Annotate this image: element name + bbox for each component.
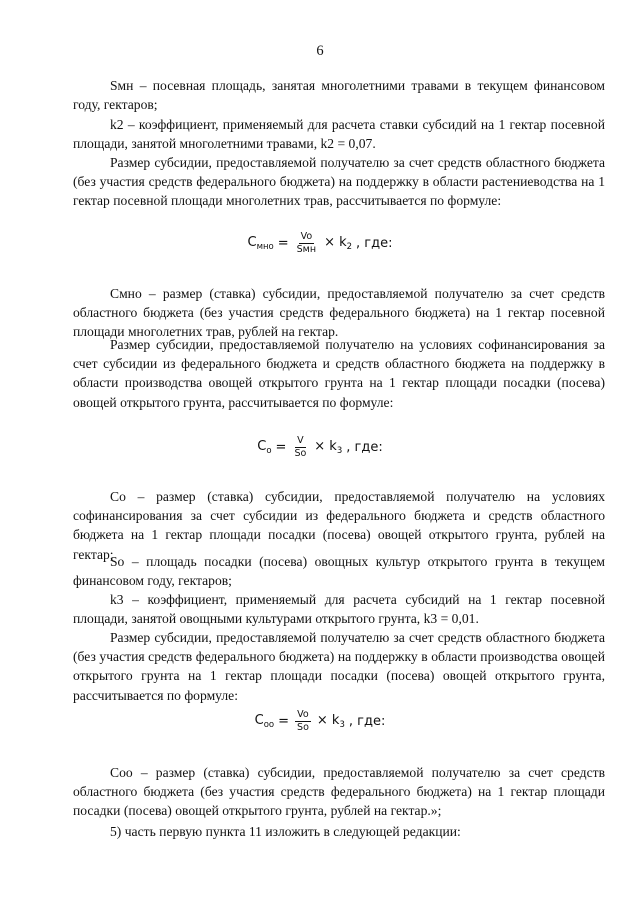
formula-equals: = bbox=[278, 714, 290, 729]
formula-lhs: C bbox=[254, 713, 264, 728]
formula-tail: , где: bbox=[348, 714, 386, 729]
formula-fraction bbox=[295, 232, 318, 255]
formula-c-mno bbox=[0, 232, 640, 255]
formula-k-subscript: 3 bbox=[336, 446, 343, 456]
paragraph-item-5: 5) часть первую пункта 11 изложить в следующей редакции: bbox=[110, 824, 461, 839]
formula-fraction bbox=[295, 710, 311, 733]
paragraph-smn-definition: Sмн – посевная площадь, занятая многолетними травами в текущем финансовом году, гектаров; bbox=[73, 78, 605, 113]
formula-fraction bbox=[292, 436, 308, 459]
formula-operator: × k bbox=[324, 235, 347, 250]
formula-lhs-subscript: оо bbox=[263, 720, 275, 730]
formula-tail: , где: bbox=[356, 236, 393, 251]
paragraph-k3-definition: k3 – коэффициент, применяемый для расчета субсидий на 1 гектар посевной площади, занятой овощными культурами открытого грунта, k3 = 0,01. bbox=[73, 592, 605, 627]
formula-c-o bbox=[0, 436, 640, 459]
paragraph-o-intro: Размер субсидии, предоставляемой получателю на условиях софинансирования за счет субсидии из федерального бюджета и средств областного бюджета на поддержку в области производства овощей открытого грунта на 1 гектар площади посадки (посева) овощей открытого грунта, рассчитывается по формуле: bbox=[73, 337, 605, 410]
formula-k-subscript: 3 bbox=[339, 720, 345, 730]
formula-operator: × k bbox=[316, 713, 340, 728]
page-number: 6 bbox=[316, 43, 324, 59]
formula-lhs: C bbox=[247, 235, 257, 250]
formula-k-subscript: 2 bbox=[346, 242, 353, 252]
paragraph-oo-intro: Размер субсидии, предоставляемой получателю за счет средств областного бюджета (без участия средств федерального бюджета) на поддержку в области производства овощей открытого грунта на 1 гектар площади посадки (посева) овощей открытого грунта, рассчитывается по формуле: bbox=[73, 630, 605, 703]
formula-denominator: Sо bbox=[294, 448, 307, 459]
formula-tail: , где: bbox=[346, 440, 383, 455]
formula-equals: = bbox=[275, 440, 287, 455]
paragraph-oo-definition: Cоо – размер (ставка) субсидии, предоставляемой получателю за счет средств областного бюджета (без участия средств федерального бюджета) на 1 гектар площади посадки (посева) овощей открытого грунта, рублей на гектар.»; bbox=[73, 765, 605, 819]
formula-denominator: Sмн bbox=[296, 244, 317, 255]
formula-lhs-subscript: о bbox=[266, 446, 272, 456]
formula-denominator: Sо bbox=[297, 722, 309, 733]
formula-numerator: Vo bbox=[300, 231, 313, 242]
paragraph-so-definition: Sо – площадь посадки (посева) овощных культур открытого грунта в текущем финансовом году, гектаров; bbox=[73, 554, 605, 589]
formula-numerator: V bbox=[297, 435, 304, 446]
formula-lhs-subscript: мно bbox=[256, 242, 274, 252]
formula-c-oo bbox=[0, 710, 640, 733]
formula-lhs: C bbox=[257, 439, 267, 454]
paragraph-mno-definition: Cмно – размер (ставка) субсидии, предоставляемой получателю за счет средств областного бюджета (без участия средств федерального бюджета) на 1 гектар посевной площади многолетних трав, рублей на гектар. bbox=[73, 286, 605, 340]
paragraph-o-definition: Cо – размер (ставка) субсидии, предоставляемой получателю на условиях софинансирования за счет субсидии из федерального бюджета и средств областного бюджета на 1 гектар площади посадки (посева) овощей открытого грунта, рублей на гектар; bbox=[73, 489, 605, 562]
paragraph-k2-definition: k2 – коэффициент, применяемый для расчета ставки субсидий на 1 гектар посевной площади, занятой многолетними травами, k2 = 0,07. bbox=[73, 117, 605, 152]
formula-equals: = bbox=[277, 236, 289, 251]
formula-operator: × k bbox=[314, 439, 337, 454]
formula-numerator: Vo bbox=[297, 709, 309, 720]
paragraph-mno-intro: Размер субсидии, предоставляемой получателю за счет средств областного бюджета (без участия средств федерального бюджета) на поддержку в области растениеводства на 1 гектар посевной площади многолетних трав, рассчитывается по формуле: bbox=[73, 155, 605, 209]
